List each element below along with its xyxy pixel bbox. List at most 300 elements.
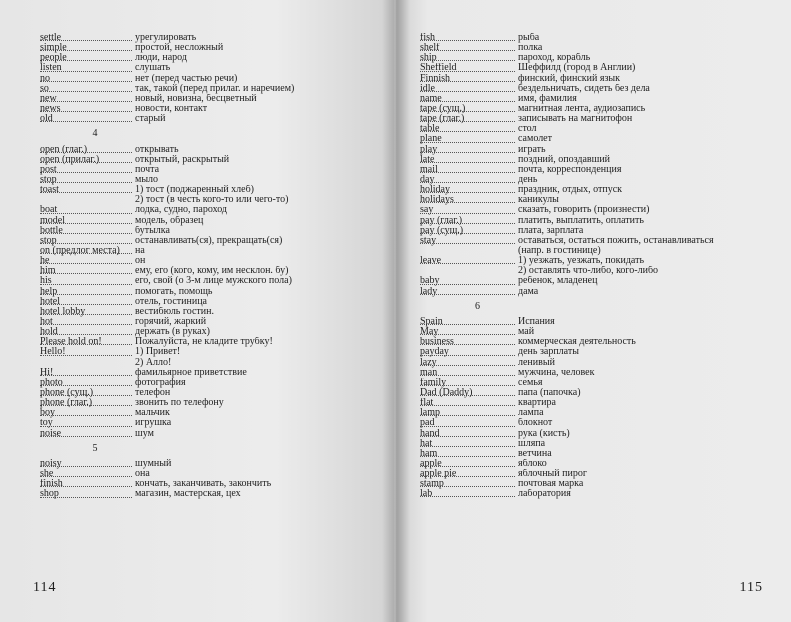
vocab-entry: [420, 195, 760, 205]
vocab-entry: [40, 327, 330, 337]
vocab-entry: [40, 226, 330, 236]
english-word-text: day: [420, 174, 435, 185]
english-word-text: hot: [40, 316, 53, 327]
english-word: [420, 418, 518, 428]
english-word-text: toast: [40, 185, 59, 196]
english-word-text: family: [420, 377, 447, 388]
english-word: [420, 358, 518, 368]
russian-translation: слушать: [135, 63, 171, 74]
english-word-text: hand: [420, 428, 440, 439]
vocab-entry: [40, 74, 330, 84]
russian-translation: лодка, судно, пароход: [135, 205, 228, 216]
russian-translation: Пожалуйста, не кладите трубку!: [135, 337, 273, 348]
vocab-entry: [420, 165, 760, 175]
english-word: [40, 185, 135, 195]
vocab-entry: [40, 94, 330, 104]
english-word-text: baby: [420, 276, 440, 287]
vocab-entry: [420, 33, 760, 43]
english-word: [40, 297, 135, 307]
english-word-text: hotel: [40, 296, 60, 307]
vocab-entry: [40, 175, 330, 185]
russian-translation: каникулы: [518, 195, 559, 206]
english-word-text: tape (глаг.): [420, 114, 465, 125]
vocab-entry: [40, 216, 330, 226]
english-word: [40, 226, 135, 236]
english-word: [40, 327, 135, 337]
russian-translation: праздник, отдых, отпуск: [518, 185, 623, 196]
english-word-text: stay: [420, 235, 437, 246]
vocab-entry: [40, 347, 330, 357]
english-word: [420, 195, 518, 205]
russian-translation: бездельничать, сидеть без дела: [518, 83, 650, 94]
english-word: [40, 246, 135, 256]
english-word: [420, 236, 518, 246]
english-word-text: lady: [420, 286, 438, 297]
english-word: [40, 74, 135, 84]
english-word-text: shelf: [420, 43, 440, 54]
english-word-text: simple: [40, 43, 67, 54]
english-word-text: flat: [420, 398, 434, 409]
russian-translation: ребенок, младенец: [518, 276, 598, 287]
english-word: [420, 439, 518, 449]
english-word-text: listen: [40, 63, 62, 74]
english-word-text: photo: [40, 377, 63, 388]
russian-translation: модель, образец: [135, 215, 204, 226]
english-word: [420, 104, 518, 114]
vocab-entry: [420, 368, 760, 378]
russian-translation: 2) Алло!: [135, 357, 172, 368]
english-word: [420, 429, 518, 439]
vocab-entry: [40, 155, 330, 165]
english-word: [40, 378, 135, 388]
english-word-text: table: [420, 124, 440, 135]
russian-translation: звонить по телефону: [135, 398, 224, 409]
russian-translation: стол: [518, 124, 537, 135]
english-word-text: boat: [40, 205, 58, 216]
english-word-text: plane: [420, 134, 442, 145]
vocab-entry: [420, 145, 760, 155]
english-word-text: [40, 195, 42, 205]
russian-translation: магнитная лента, аудиозапись: [518, 103, 646, 114]
vocab-entry: [420, 236, 760, 246]
vocab-entry: [420, 246, 760, 256]
russian-translation: май: [518, 327, 535, 338]
vocab-entry: [40, 469, 330, 479]
english-word-text: [40, 358, 42, 368]
english-word-text: holidays: [420, 195, 454, 206]
english-word: [420, 226, 518, 236]
russian-translation: имя, фамилия: [518, 93, 577, 104]
russian-translation: бутылка: [135, 225, 170, 236]
russian-translation: семья: [518, 377, 543, 388]
english-word-text: holiday: [420, 185, 450, 196]
english-word: [420, 33, 518, 43]
vocab-entry: [420, 429, 760, 439]
vocab-entry: [40, 307, 330, 317]
english-word-text: business: [420, 337, 454, 348]
english-word: [40, 216, 135, 226]
vocab-entry: [420, 276, 760, 286]
russian-translation: сказать, говорить (произнести): [518, 205, 650, 216]
section-number: 4: [92, 128, 98, 140]
russian-translation: Испания: [518, 316, 555, 327]
russian-translation: мальчик: [135, 408, 170, 419]
english-word: [420, 378, 518, 388]
english-word: [40, 155, 135, 165]
russian-translation: кончать, заканчивать, закончить: [135, 479, 272, 490]
russian-translation: поздний, опоздавший: [518, 154, 611, 165]
vocab-entry: [420, 439, 760, 449]
vocab-entry: [420, 388, 760, 398]
russian-translation: новости, контакт: [135, 103, 208, 114]
english-word: [40, 398, 135, 408]
vocab-entry: [420, 175, 760, 185]
english-word: [420, 347, 518, 357]
vocabulary-column-right: [420, 33, 760, 499]
russian-translation: рука (кисть): [518, 428, 570, 439]
russian-translation: яблочный пирог: [518, 469, 587, 480]
english-word-text: stop: [40, 174, 57, 185]
russian-translation: лаборатория: [518, 489, 571, 500]
vocab-entry: [420, 266, 760, 276]
russian-translation: папа (папочка): [518, 387, 581, 398]
english-word: [420, 53, 518, 63]
russian-translation: мужчина, человек: [518, 367, 595, 378]
english-word-text: pay (сущ.): [420, 225, 464, 236]
russian-translation: яблоко: [518, 458, 547, 469]
english-word: [40, 33, 135, 43]
english-word-text: his: [40, 276, 52, 287]
english-word-text: [420, 266, 422, 276]
english-word-text: post: [40, 164, 57, 175]
russian-translation: фамильярное приветствие: [135, 367, 247, 378]
russian-translation: новый, новизна, бесцветный: [135, 93, 257, 104]
english-word-text: idle: [420, 83, 435, 94]
russian-translation: день зарплаты: [518, 347, 579, 358]
english-word-text: noisy: [40, 458, 62, 469]
vocab-entry: [420, 205, 760, 215]
english-word: [40, 236, 135, 246]
russian-translation: почта, корреспонденция: [518, 164, 622, 175]
english-word-text: boy: [40, 408, 55, 419]
russian-translation: останавливать(ся), прекращать(ся): [135, 235, 283, 246]
english-word-text: help: [40, 286, 58, 297]
book-spine-shadow: [382, 0, 410, 622]
left-page: [0, 0, 394, 622]
vocab-entry: [40, 489, 330, 499]
vocab-entry: [40, 297, 330, 307]
english-word: [40, 43, 135, 53]
vocab-entry: [40, 114, 330, 124]
vocab-entry: [40, 256, 330, 266]
english-word: [40, 165, 135, 175]
vocab-entry: [40, 165, 330, 175]
english-word: [420, 459, 518, 469]
english-word-text: noise: [40, 428, 62, 439]
vocab-entry: [40, 33, 330, 43]
vocab-entry: [420, 226, 760, 236]
vocab-entry: [420, 459, 760, 469]
vocab-entry: [420, 358, 760, 368]
vocab-entry: [420, 53, 760, 63]
english-word: [420, 398, 518, 408]
vocab-entry: [40, 104, 330, 114]
english-word: [420, 145, 518, 155]
english-word: [420, 317, 518, 327]
russian-translation: фотография: [135, 377, 186, 388]
vocab-entry: [420, 449, 760, 459]
russian-translation: 2) оставлять что-либо, кого-либо: [518, 266, 659, 277]
english-word: [40, 205, 135, 215]
english-word: [420, 327, 518, 337]
vocab-entry: [420, 185, 760, 195]
english-word-text: lab: [420, 489, 433, 500]
english-word: [420, 43, 518, 53]
russian-translation: шумный: [135, 458, 172, 469]
english-word-text: phone (сущ.): [40, 387, 94, 398]
russian-translation: шум: [135, 428, 154, 439]
russian-translation: простой, несложный: [135, 43, 224, 54]
english-word-text: new: [40, 93, 57, 104]
english-word: [420, 114, 518, 124]
russian-translation: горячий, жаркий: [135, 316, 207, 327]
english-word: [40, 84, 135, 94]
page-number-right: 115: [739, 580, 763, 595]
english-word-text: she: [40, 469, 54, 480]
english-word: [40, 368, 135, 378]
vocab-entry: [40, 388, 330, 398]
english-word-text: ship: [420, 53, 437, 64]
right-page: [396, 0, 791, 622]
english-word: [420, 287, 518, 297]
english-word-text: late: [420, 154, 435, 165]
russian-translation: нет (перед частью речи): [135, 73, 238, 84]
vocab-entry: [420, 94, 760, 104]
english-word-text: say: [420, 205, 434, 216]
english-word: [40, 63, 135, 73]
english-word-text: bottle: [40, 225, 63, 236]
russian-translation: помогать, помощь: [135, 286, 213, 297]
english-word-text: him: [40, 266, 56, 277]
english-word: [40, 195, 135, 205]
russian-translation: блокнот: [518, 418, 553, 429]
russian-translation: 1) уезжать, уезжать, покидать: [518, 256, 645, 267]
english-word-text: fish: [420, 33, 435, 43]
russian-translation: мыло: [135, 174, 159, 185]
vocab-entry: [420, 337, 760, 347]
vocab-entry: [420, 104, 760, 114]
russian-translation: урегулировать: [135, 33, 197, 43]
english-word: [40, 418, 135, 428]
english-word: [40, 388, 135, 398]
russian-translation: 1) Привет!: [135, 347, 181, 358]
english-word: [420, 449, 518, 459]
vocab-entry: [420, 398, 760, 408]
russian-translation: магазин, мастерская, цех: [135, 489, 241, 500]
english-word-text: Sheffield: [420, 63, 457, 74]
russian-translation: рыба: [518, 33, 540, 43]
english-word: [40, 307, 135, 317]
english-word-text: Finnish: [420, 73, 451, 84]
english-word-text: people: [40, 53, 67, 64]
english-word-text: hat: [420, 438, 433, 449]
english-word: [40, 469, 135, 479]
russian-translation: на: [135, 245, 145, 256]
vocab-entry: [420, 327, 760, 337]
russian-translation: ленивый: [518, 357, 555, 368]
english-word-text: so: [40, 83, 49, 94]
vocab-entry: [420, 489, 760, 499]
russian-translation: она: [135, 469, 150, 480]
russian-translation: ему, его (кого, кому, им несклон. бу): [135, 266, 289, 277]
english-word-text: stop: [40, 235, 57, 246]
english-word: [40, 266, 135, 276]
english-word: [40, 317, 135, 327]
english-word-text: phone (глаг.): [40, 398, 93, 409]
russian-translation: так, такой (перед прилаг. и наречием): [135, 83, 295, 94]
english-word: [420, 388, 518, 398]
vocab-entry: [420, 469, 760, 479]
vocab-entry: [420, 155, 760, 165]
english-word-text: news: [40, 103, 61, 114]
russian-translation: Шеффилд (город в Англии): [518, 63, 636, 74]
vocab-entry: [40, 418, 330, 428]
english-word-text: Dad (Daddy): [420, 387, 473, 398]
english-word: [420, 84, 518, 94]
english-word-text: lamp: [420, 408, 440, 419]
english-word-text: settle: [40, 33, 62, 43]
english-word: [40, 287, 135, 297]
english-word-text: model: [40, 215, 65, 226]
english-word-text: finish: [40, 479, 63, 490]
english-word-text: hold: [40, 327, 58, 338]
english-word: [420, 256, 518, 266]
english-word: [420, 175, 518, 185]
english-word-text: pay (глаг.): [420, 215, 463, 226]
english-word-text: play: [420, 144, 438, 155]
english-word: [420, 216, 518, 226]
section-number: 6: [475, 300, 480, 312]
vocab-entry: [40, 205, 330, 215]
english-word-text: Spain: [420, 316, 443, 327]
english-word: [420, 185, 518, 195]
russian-translation: оставаться, остаться пожить, останавливаться: [518, 235, 714, 246]
english-word: [40, 358, 135, 368]
english-word: [420, 63, 518, 73]
english-word-text: Hello!: [40, 347, 66, 358]
russian-translation: шляпа: [518, 438, 546, 449]
vocab-entry: [420, 124, 760, 134]
english-word-text: [420, 246, 422, 256]
vocab-entry: [420, 378, 760, 388]
russian-translation: открывать: [135, 144, 179, 155]
english-word: [420, 134, 518, 144]
english-word-text: man: [420, 367, 438, 378]
russian-translation: плата, зарплата: [518, 225, 584, 236]
english-word: [40, 94, 135, 104]
english-word-text: Hi!: [40, 367, 54, 378]
vocab-entry: [40, 358, 330, 368]
english-word-text: hotel lobby: [40, 306, 86, 317]
russian-translation: записывать на магнитофон: [518, 114, 633, 125]
vocab-entry: [420, 216, 760, 226]
russian-translation: почтовая марка: [518, 479, 584, 490]
vocab-entry: [420, 418, 760, 428]
english-word-text: tape (сущ.): [420, 103, 466, 114]
vocab-entry: [40, 84, 330, 94]
vocab-entry: [420, 84, 760, 94]
russian-translation: 1) тост (поджаренный хлеб): [135, 185, 255, 196]
russian-translation: самолет: [518, 134, 552, 145]
vocab-entry: [420, 256, 760, 266]
english-word: [40, 337, 135, 347]
english-word: [40, 114, 135, 124]
vocab-entry: [420, 287, 760, 297]
english-word: [40, 408, 135, 418]
english-word: [420, 74, 518, 84]
russian-translation: (напр. в гостинице): [518, 245, 601, 256]
vocabulary-column-left: [40, 33, 330, 500]
english-word-text: apple pie: [420, 469, 457, 480]
english-word-text: mail: [420, 164, 438, 175]
vocab-entry: [40, 266, 330, 276]
russian-translation: лампа: [518, 408, 544, 419]
english-word: [420, 266, 518, 276]
english-word: [40, 256, 135, 266]
english-word: [40, 429, 135, 439]
english-word-text: apple: [420, 458, 442, 469]
russian-translation: ветчина: [518, 448, 552, 459]
english-word-text: payday: [420, 347, 449, 358]
english-word: [420, 165, 518, 175]
english-word: [40, 347, 135, 357]
english-word-text: leave: [420, 256, 442, 267]
vocab-entry: [420, 74, 760, 84]
english-word: [40, 479, 135, 489]
english-word: [420, 469, 518, 479]
vocab-entry: [40, 195, 330, 205]
vocab-entry: [40, 145, 330, 155]
english-word: [40, 104, 135, 114]
vocab-entry: [40, 43, 330, 53]
english-word-text: lazy: [420, 357, 437, 368]
vocab-entry: [40, 63, 330, 73]
russian-translation: он: [135, 256, 146, 267]
russian-translation: финский, финский язык: [518, 73, 620, 84]
vocab-entry: [40, 287, 330, 297]
russian-translation: дама: [518, 286, 539, 297]
english-word-text: open (прилаг.): [40, 154, 100, 165]
russian-translation: люди, народ: [135, 53, 187, 64]
vocab-entry: [40, 408, 330, 418]
vocab-entry: [40, 185, 330, 195]
vocab-entry: [40, 378, 330, 388]
english-word-text: he: [40, 256, 50, 267]
english-word-text: May: [420, 327, 439, 338]
vocab-entry: [420, 63, 760, 73]
russian-translation: открытый, раскрытый: [135, 154, 230, 165]
english-word-text: shop: [40, 489, 59, 500]
russian-translation: вестибюль гостин.: [135, 306, 214, 317]
russian-translation: 2) тост (в честь кого-то или чего-то): [135, 195, 289, 206]
vocab-entry: [40, 337, 330, 347]
russian-translation: день: [518, 174, 538, 185]
english-word-text: pad: [420, 418, 435, 429]
english-word: [420, 408, 518, 418]
russian-translation: игрушка: [135, 418, 172, 429]
russian-translation: коммерческая деятельность: [518, 337, 636, 348]
vocab-entry: [420, 114, 760, 124]
